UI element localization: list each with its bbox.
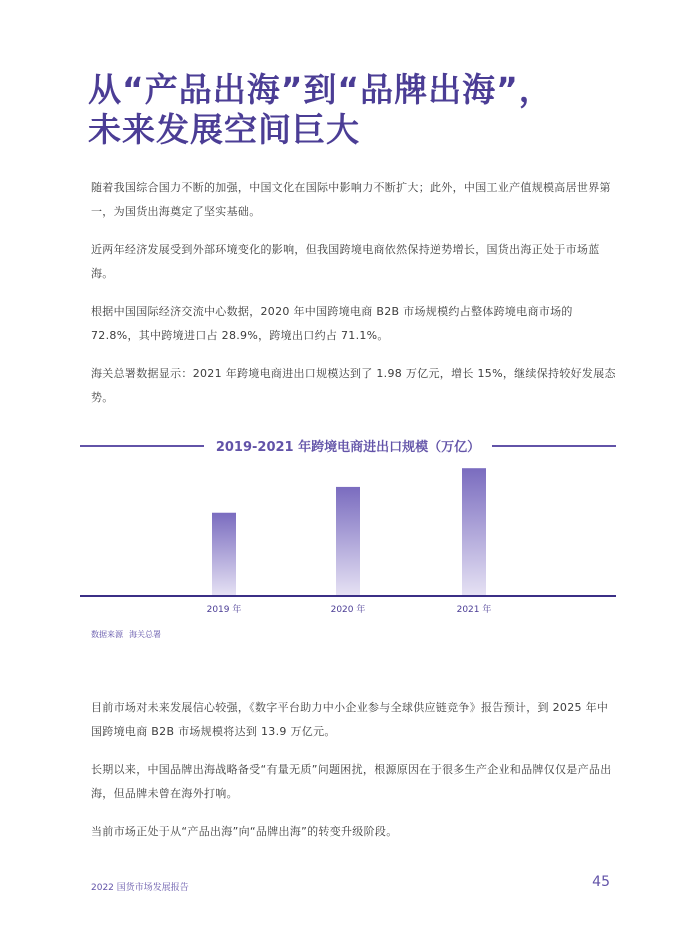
paragraph: 长期以来，中国品牌出海战略备受“有量无质”问题困扰，根源原因在于很多生产企业和品牌仅仅是产品出海，但品牌未曾在海外打响。 [91,763,612,800]
paragraph: 目前市场对未来发展信心较强，《数字平台助力中小企业参与全球供应链竞争》报告预计，到 2025 年中国跨境电商 B2B 市场规模将达到 13.9 万亿元。 [91,701,609,738]
bar-chart [80,432,616,642]
bar-2 [462,468,486,596]
page-title-line2: 未来发展空间巨大 [88,110,360,149]
source-value: 海关总署 [129,630,161,639]
page-number: 45 [592,874,610,890]
paragraph: 当前市场正处于从“产品出海”向“品牌出海”的转变升级阶段。 [91,825,398,838]
source-label: 数据来源 [91,630,123,639]
chart-source [91,629,167,640]
paragraph: 近两年经济发展受到外部环境变化的影响，但我国跨境电商依然保持逆势增长，国货出海正处于市场蓝海。 [91,243,600,280]
chart-title-box [80,436,616,455]
page-title-line1: 从“产品出海”到“品牌出海”， [88,70,553,109]
paragraph: 随着我国综合国力不断的加强，中国文化在国际中影响力不断扩大；此外，中国工业产值规模高居世界第一，为国货出海奠定了坚实基础。 [91,181,611,218]
paragraph: 根据中国国际经济交流中心数据，2020 年中国跨境电商 B2B 市场规模约占整体跨境电商市场的 72.8%，其中跨境进口占 28.9%，跨境出口约占 71.1%。 [91,305,573,342]
x-tick-label: 2020 年 [330,605,366,615]
chart-container [80,432,616,642]
bar-0 [212,513,236,596]
bar-1 [336,487,360,596]
footer-report-title: 2022 国货市场发展报告 [91,883,189,893]
x-tick-label: 2019 年 [206,605,242,615]
chart-title: 2019-2021 年跨境电商进出口规模（万亿） [204,440,492,455]
paragraph: 海关总署数据显示：2021 年跨境电商进出口规模达到了 1.98 万亿元，增长 15%，继续保持较好发展态势。 [91,367,616,404]
x-tick-label: 2021 年 [456,605,492,615]
page-title [88,70,553,150]
